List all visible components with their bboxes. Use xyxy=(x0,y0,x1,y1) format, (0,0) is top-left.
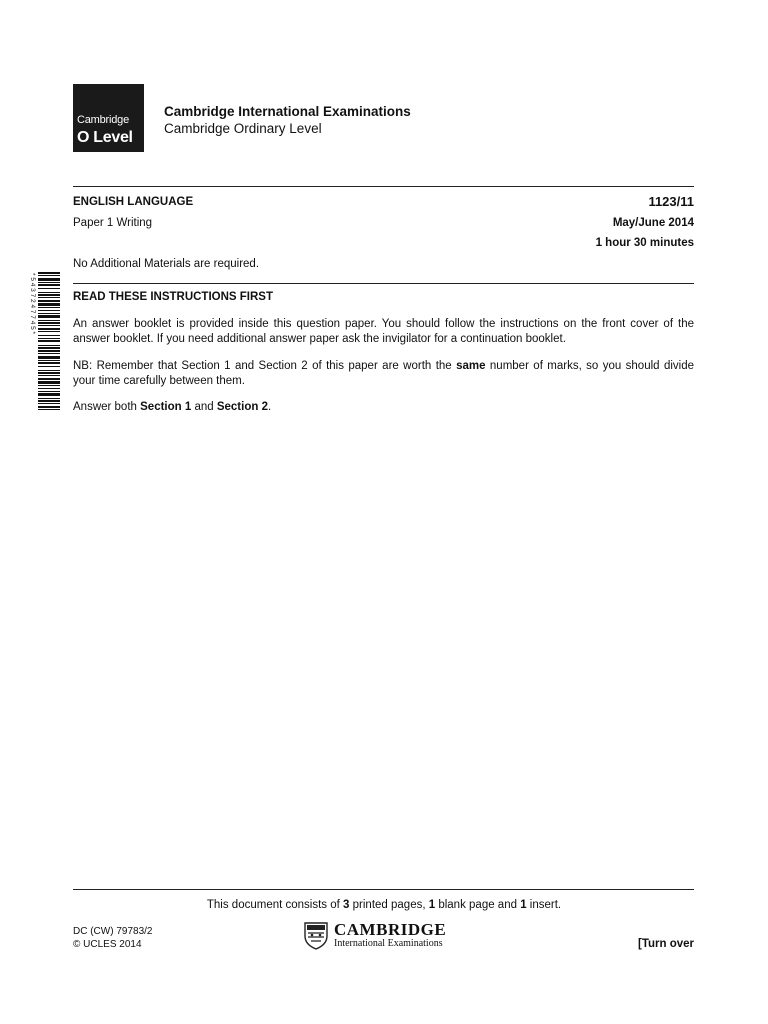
barcode-bar xyxy=(38,297,60,298)
barcode-bar xyxy=(38,345,60,346)
page-count-note: This document consists of 3 printed pages, 1 blank page and 1 insert. xyxy=(206,899,562,911)
organisation-name: Cambridge International Examinations xyxy=(164,104,411,119)
exam-duration: 1 hour 30 minutes xyxy=(595,237,694,249)
barcode-bar xyxy=(38,403,60,404)
barcode-bar xyxy=(38,393,60,396)
barcode-bar xyxy=(38,400,60,402)
barcode-bar xyxy=(38,288,60,289)
barcode-bar xyxy=(38,370,60,371)
barcode-bar xyxy=(38,294,60,296)
barcode-bar xyxy=(38,282,60,283)
barcode-bar xyxy=(38,372,60,374)
barcode-bar xyxy=(38,350,60,352)
turn-over-label: [Turn over xyxy=(637,938,694,950)
instruction-paragraph-2: NB: Remember that Section 1 and Section 2 of this paper are worth the same number of marks, so you should divide your time carefully between them. xyxy=(73,360,694,387)
logo-text-o-level: O Level xyxy=(77,129,133,146)
barcode-bar xyxy=(38,406,60,408)
barcode-bar xyxy=(38,356,60,359)
barcode-bar xyxy=(38,278,60,281)
barcode-bar xyxy=(38,398,60,399)
barcode-bar xyxy=(38,338,60,339)
barcode-bar xyxy=(38,375,60,376)
barcode-bar xyxy=(38,325,60,326)
barcode-bar xyxy=(38,275,60,276)
barcode-bar xyxy=(38,347,60,349)
barcode-bar xyxy=(38,313,60,314)
barcode-digits: * 5 4 3 7 2 4 7 7 4 5 * xyxy=(29,273,36,335)
paper-code: 1123/11 xyxy=(648,194,694,209)
barcode-bar xyxy=(38,385,60,386)
barcode-bar xyxy=(38,328,60,330)
cambridge-wordmark-subtitle: International Examinations xyxy=(334,938,443,949)
barcode-bar xyxy=(38,315,60,318)
barcode-bar xyxy=(38,303,60,306)
barcode-bar xyxy=(38,307,60,308)
cambridge-o-level-logo xyxy=(73,84,144,152)
barcode-bar xyxy=(38,362,60,364)
exam-session: May/June 2014 xyxy=(612,217,694,229)
cambridge-wordmark: CAMBRIDGE xyxy=(334,920,447,939)
barcode-bar xyxy=(38,322,60,324)
barcode-bar xyxy=(38,292,60,293)
copyright-notice: © UCLES 2014 xyxy=(73,939,142,950)
paper-name: Paper 1 Writing xyxy=(73,217,153,229)
barcode-bar xyxy=(38,360,60,361)
divider-middle xyxy=(73,283,694,284)
barcode-bar xyxy=(38,378,60,380)
barcode-bar xyxy=(38,331,60,332)
instruction-paragraph-1: An answer booklet is provided inside this question paper. You should follow the instructions on the front cover of the answer booklet. If you need additional answer paper ask the invigilator for a continuation booklet. xyxy=(73,318,694,345)
barcode-bar xyxy=(38,340,60,342)
barcode-bar xyxy=(38,335,60,336)
divider-top xyxy=(73,186,694,187)
cambridge-crest-icon xyxy=(304,922,328,950)
document-code: DC (CW) 79783/2 xyxy=(73,926,153,937)
barcode-bar xyxy=(38,381,60,384)
subject-title: ENGLISH LANGUAGE xyxy=(73,196,194,208)
materials-note: No Additional Materials are required. xyxy=(73,258,260,270)
barcode-bar xyxy=(38,409,60,410)
barcode-bar xyxy=(38,310,60,311)
barcode-bar xyxy=(38,388,60,389)
barcode-bar xyxy=(38,300,60,302)
logo-text-cambridge: Cambridge xyxy=(77,114,130,126)
qualification-level: Cambridge Ordinary Level xyxy=(164,121,322,136)
barcode-bar xyxy=(38,272,60,274)
instructions-heading: READ THESE INSTRUCTIONS FIRST xyxy=(73,291,273,303)
instruction-paragraph-3: Answer both Section 1 and Section 2. xyxy=(73,401,272,413)
barcode-bar xyxy=(38,353,60,354)
candidate-barcode xyxy=(26,272,62,410)
barcode-bar xyxy=(38,284,60,286)
barcode-bar xyxy=(38,320,60,321)
divider-footer xyxy=(73,889,694,890)
barcode-bar xyxy=(38,366,60,367)
barcode-bar xyxy=(38,391,60,392)
